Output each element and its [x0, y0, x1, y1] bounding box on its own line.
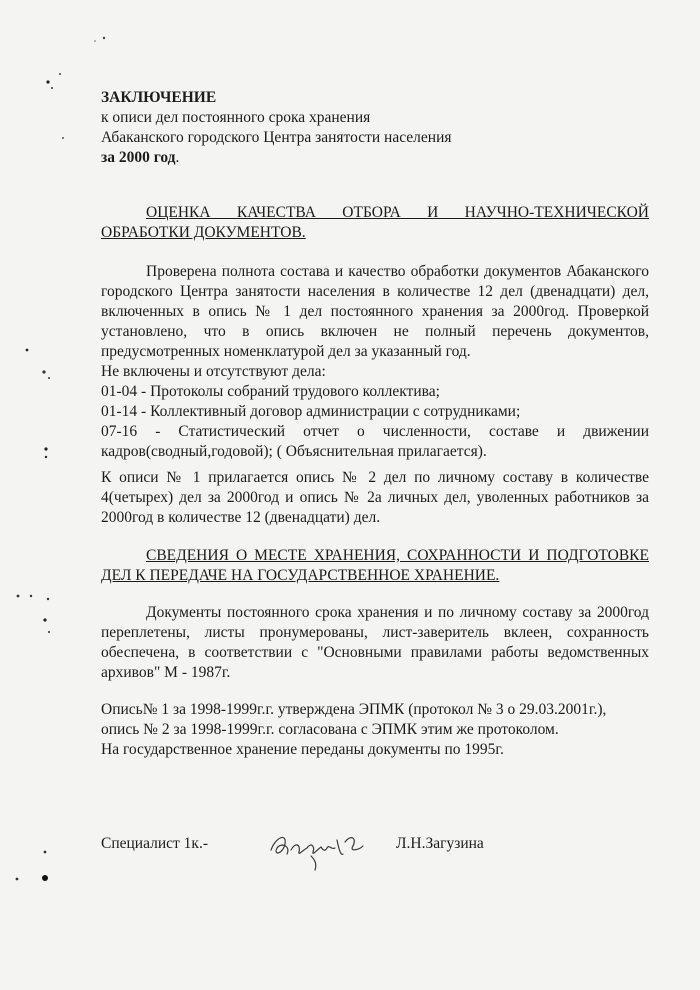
missing-item: 07-16 - Статистический отчет о численности, составе и движении кадров(сводный,годовой); ( Объяснительная прилагается). — [101, 423, 649, 460]
section-2-paragraph-1: Документы постоянного срока хранения и по личному составу за 2000год переплетены, листы пронумерованы, лист-заверитель вклеен, сохранность обеспечена, в соответствии с "Основными правилами работы ведомственных архивов" М - 1987г. — [101, 604, 649, 681]
header-line-2: Абаканского городского Центра занятости населения — [101, 129, 452, 146]
approval-line: опись № 2 за 1998-1999г.г. согласована с ЭПМК этим же протоколом. — [101, 721, 559, 738]
document-title: ЗАКЛЮЧЕНИЕ — [101, 89, 217, 106]
missing-item: 01-04 - Протоколы собраний трудового коллектива; — [101, 383, 440, 400]
approval-block — [101, 700, 649, 760]
section-2-body — [101, 603, 649, 683]
section-2-title: СВЕДЕНИЯ О МЕСТЕ ХРАНЕНИЯ, СОХРАННОСТИ И ПОДГОТОВКЕ ДЕЛ К ПЕРЕДАЧЕ НА ГОСУДАРСТВЕННОЕ ХРАНЕНИЕ. — [101, 547, 649, 584]
section-1-paragraph-2 — [101, 468, 649, 528]
attachment-paragraph: К описи № 1 прилагается опись № 2 дел по личному составу в количестве 4(четырех) дел за 2000год и опись № 2а личных дел, уволенных работников за 2000год в количестве 12 (двенадцати) дел. — [101, 469, 649, 526]
missing-intro: Не включены и отсутствуют дела: — [101, 363, 326, 380]
missing-item: 01-14 - Коллективный договор администрации с сотрудниками; — [101, 403, 521, 420]
signer-role: Специалист 1к.- — [101, 835, 208, 852]
signer-name: Л.Н.Загузина — [396, 835, 484, 852]
header-line-1: к описи дел постоянного срока хранения — [101, 109, 371, 126]
document-header — [101, 88, 521, 168]
handwritten-signature — [265, 820, 385, 875]
section-1-body — [101, 262, 649, 462]
section-1-paragraph-1: Проверена полнота состава и качество обработки документов Абаканского городского Центра занятости населения в количестве 12 дел (двенадцати) дел, включенных в опись № 1 дел постоянного хранения за 2000год. Проверкой установлено, что в опись включен не полный перечень документов, предусмотренных номенклатурой дел за указанный год. — [101, 263, 649, 360]
header-period: за 2000 год — [101, 149, 176, 166]
section-1-title: ОЦЕНКА КАЧЕСТВА ОТБОРА И НАУЧНО-ТЕХНИЧЕСКОЙ ОБРАБОТКИ ДОКУМЕНТОВ. — [101, 204, 649, 241]
header-period-dot: . — [175, 149, 180, 166]
header-period-line — [101, 148, 521, 168]
approval-line: Опись№ 1 за 1998-1999г.г. утверждена ЭПМК (протокол № 3 о 29.03.2001г.), — [101, 701, 607, 718]
approval-line: На государственное хранение переданы документы по 1995г. — [101, 741, 504, 758]
